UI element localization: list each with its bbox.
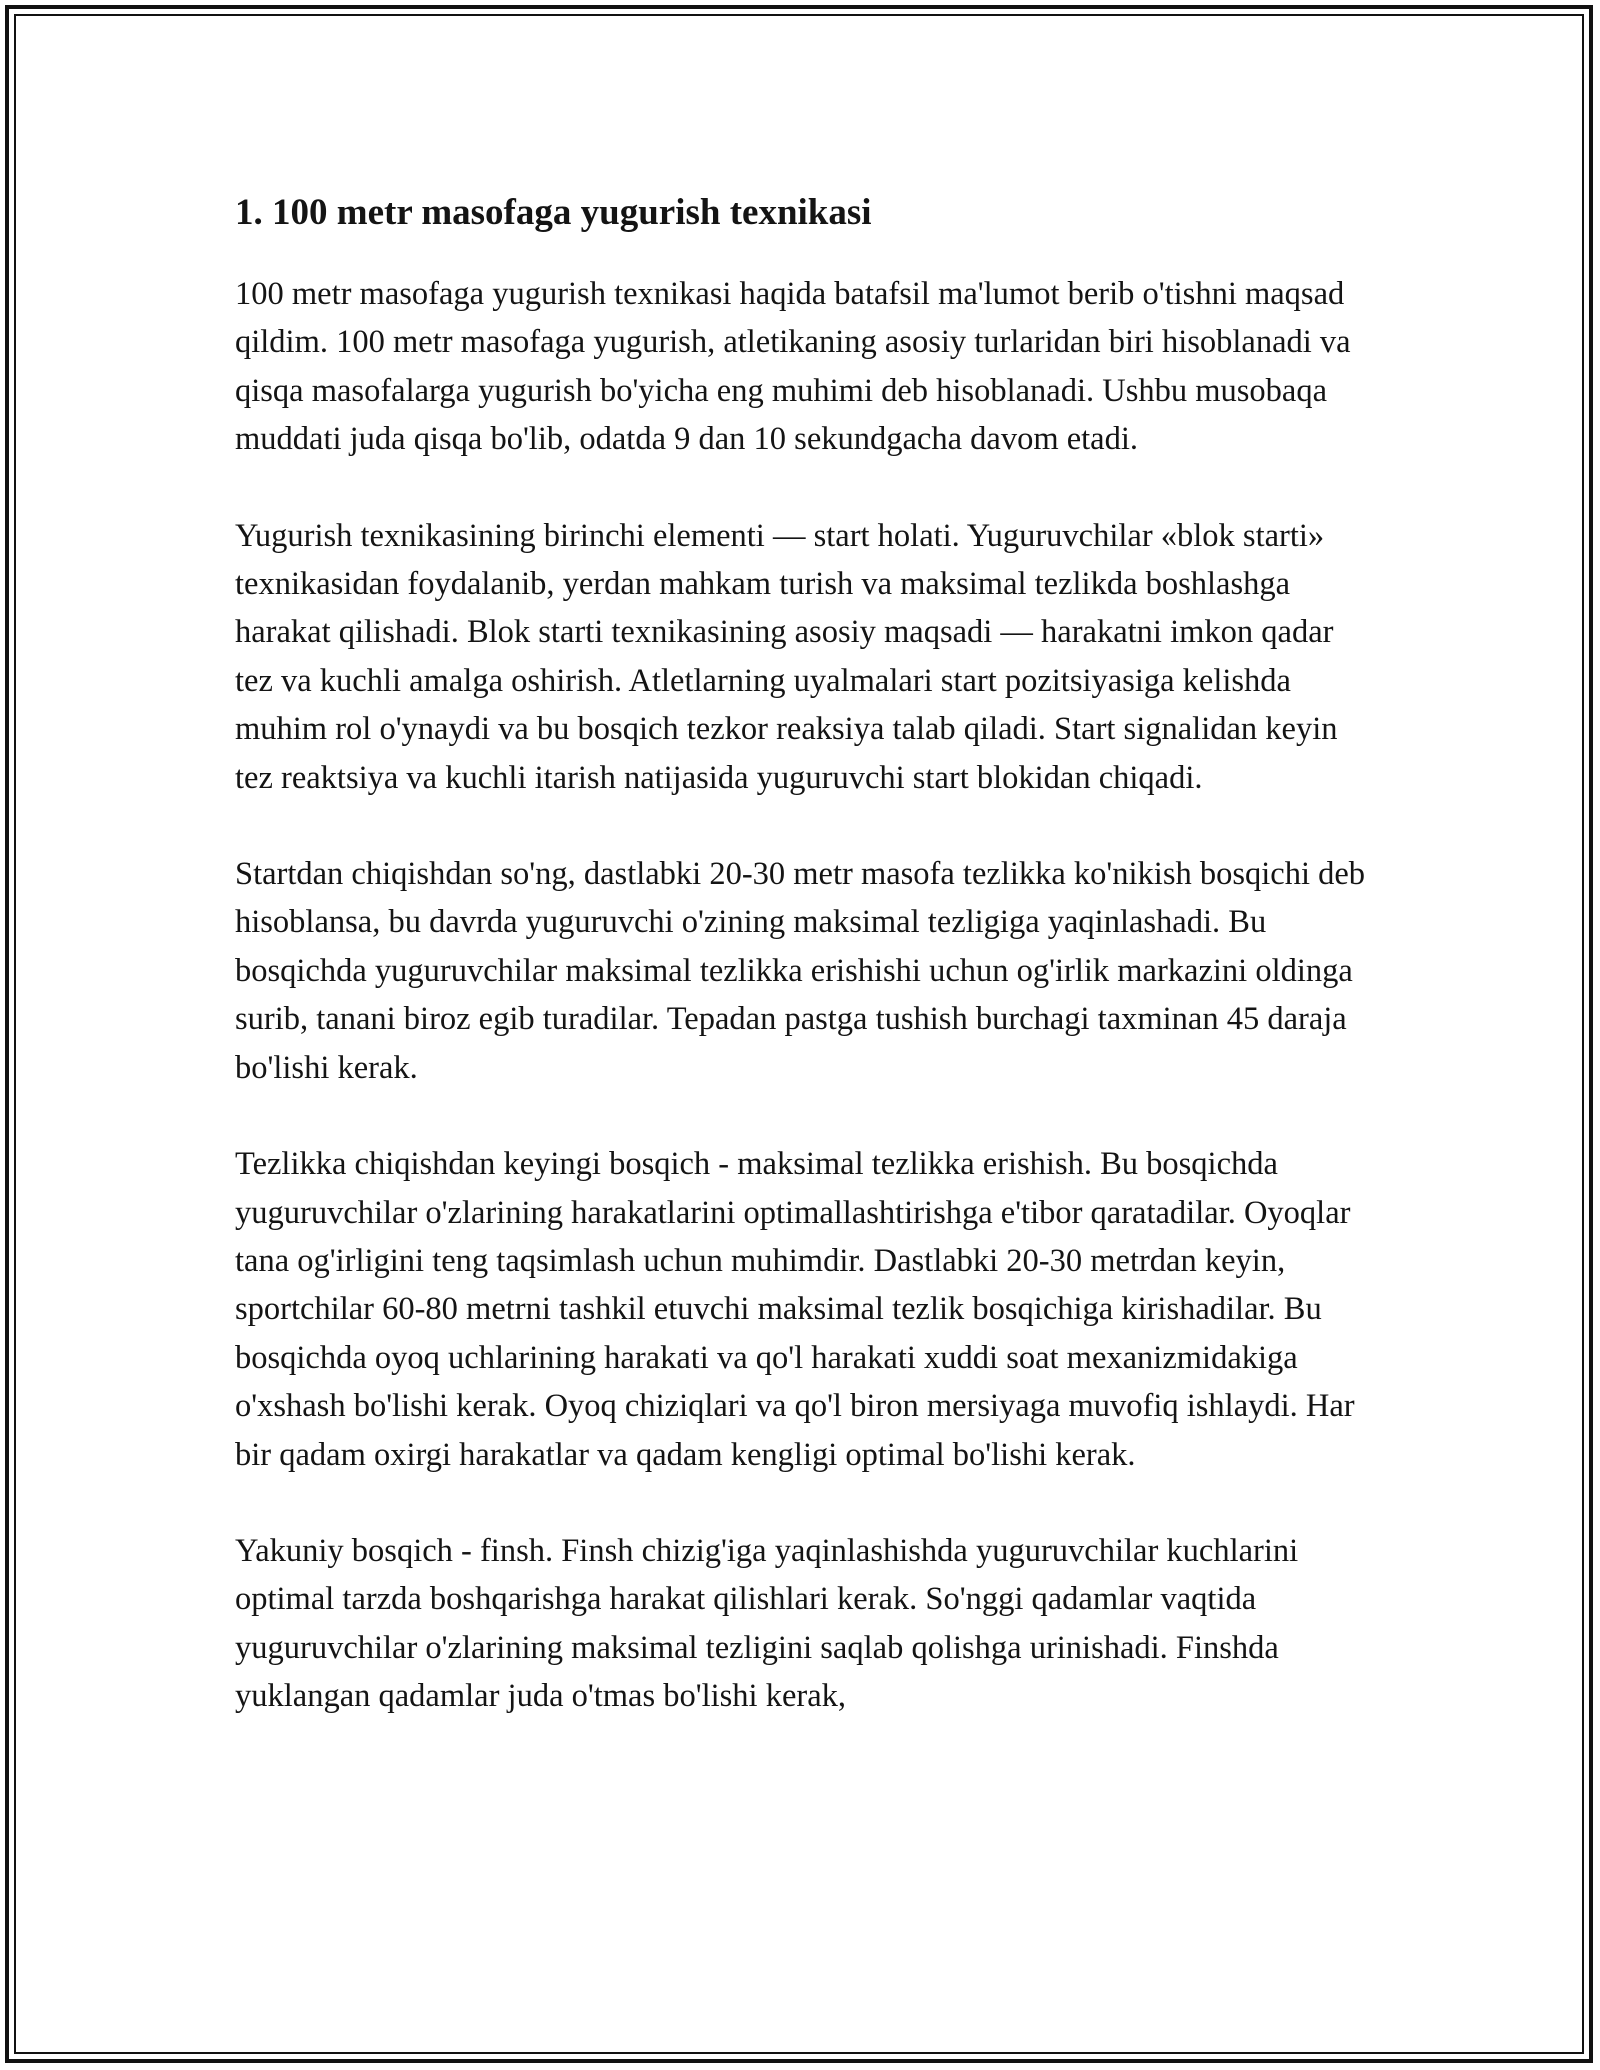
paragraph-start-position: Yugurish texnikasining birinchi elementi — start holati. Yuguruvchilar «blok starti» texnikasidan foydalanib, yerdan mahkam turish va maksimal tezlikda boshlashga harakat qilishadi. Blok starti texnikasining asosiy maqsadi — harakatni imkon qadar tez va kuchli amalga oshirish. Atletlarning uyalmalari start pozitsiyasiga kelishda muhim rol o'ynaydi va bu bosqich tezkor reaksiya talab qiladi. Start signalidan keyin tez reaktsiya va kuchli itarish natijasida yuguruvchi start blokidan chiqadi. [235, 517, 1338, 796]
paragraph-acceleration: Startdan chiqishdan so'ng, dastlabki 20-30 metr masofa tezlikka ko'nikish bosqichi deb hisoblansa, bu davrda yuguruvchi o'zining maksimal tezligiga yaqinlashadi. Bu bosqichda yuguruvchilar maksimal tezlikka erishishi uchun og'irlik markazini oldinga surib, tanani biroz egib turadilar. Tepadan pastga tushish burchagi taxminan 45 daraja bo'lishi kerak. [235, 856, 1366, 1086]
paragraph-max-speed: Tezlikka chiqishdan keyingi bosqich - maksimal tezlikka erishish. Bu bosqichda yuguruvchilar o'zlarining harakatlarini optimallashtirishga e'tibor qaratadilar. Oyoqlar tana og'irligini teng taqsimlash uchun muhimdir. Dastlabki 20-30 metrdan keyin, sportchilar 60-80 metrni tashkil etuvchi maksimal tezlik bosqichiga kirishadilar. Bu bosqichda oyoq uchlarining harakati va qo'l harakati xuddi soat mexanizmidakiga o'xshash bo'lishi kerak. Oyoq chiziqlari va qo'l biron mersiyaga muvofiq ishlaydi. Har bir qadam oxirgi harakatlar va qadam kengligi optimal bo'lishi kerak. [235, 1146, 1355, 1473]
document-body [235, 182, 1375, 1769]
paragraph-intro: 100 metr masofaga yugurish texnikasi haqida batafsil ma'lumot berib o'tishni maqsad qildim. 100 metr masofaga yugurish, atletikaning asosiy turlaridan biri hisoblanadi va qisqa masofalarga yugurish bo'yicha eng muhimi deb hisoblanadi. Ushbu musobaqa muddati juda qisqa bo'lib, odatda 9 dan 10 sekundgacha davom etadi. [235, 276, 1351, 458]
paragraph-finish: Yakuniy bosqich - finsh. Finsh chizig'iga yaqinlashishda yuguruvchilar kuchlarini optimal tarzda boshqarishga harakat qilishlari kerak. So'nggi qadamlar vaqtida yuguruvchilar o'zlarining maksimal tezligini saqlab qolishga urinishadi. Finshda yuklangan qadamlar juda o'tmas bo'lishi kerak, [235, 1532, 1299, 1715]
section-heading: 1. 100 metr masofaga yugurish texnikasi [235, 192, 872, 233]
